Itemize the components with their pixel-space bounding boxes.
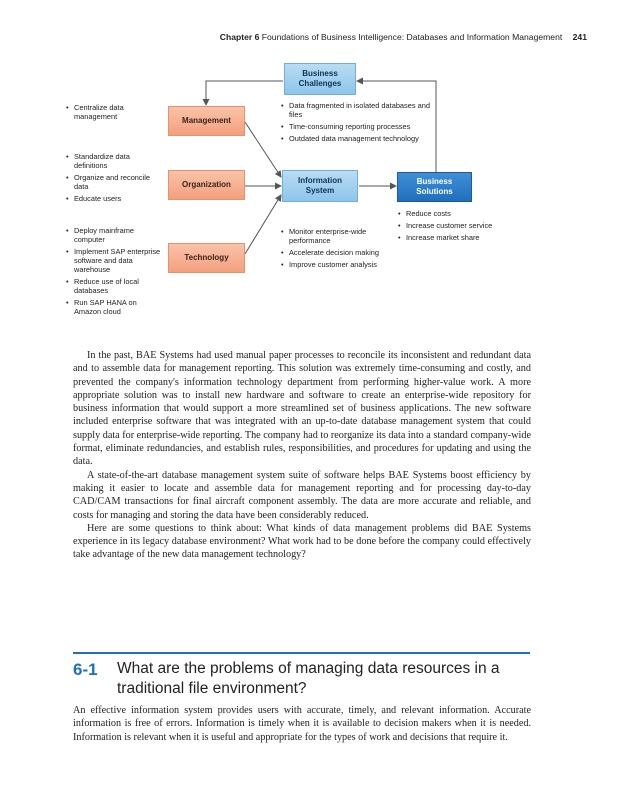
list-item: • Educate users xyxy=(66,194,161,203)
arrow-management-to-system xyxy=(245,122,281,177)
list-item: • Increase customer service xyxy=(398,221,498,230)
list-item: • Increase market share xyxy=(398,233,498,242)
organization-box: Organization xyxy=(168,170,245,200)
list-item: • Reduce costs xyxy=(398,209,498,218)
challenge-bullets xyxy=(281,101,431,146)
list-item: • Run SAP HANA on Amazon cloud xyxy=(66,298,161,316)
section-number: 6-1 xyxy=(73,660,98,679)
paragraph: A state-of-the-art database management system suite of software helps BAE Systems boost efficiency by making it easier to locate and assemble data for management reporting and for processing day-to-day CAD/CAM transactions for final aircraft component assembly. The data are more accurate and reliable, and costs for managing and storing the data have been considerably reduced. xyxy=(73,469,531,521)
list-item: • Centralize data management xyxy=(66,103,161,121)
list-item: • Reduce use of local databases xyxy=(66,277,161,295)
section-intro xyxy=(73,704,531,744)
section-title: What are the problems of managing data resources in a traditional file environment? xyxy=(117,660,500,697)
framework-diagram xyxy=(0,0,617,340)
paragraph: Here are some questions to think about: What kinds of data management problems did BAE Systems experience in its legacy database environment? What work had to be done before the company could effectively take advantage of the new data management technology? xyxy=(73,522,531,561)
management-box: Management xyxy=(168,106,245,136)
arrow-challenges-to-management xyxy=(206,81,283,105)
management-bullets xyxy=(66,103,161,124)
technology-box: Technology xyxy=(168,243,245,273)
list-item: • Implement SAP enterprise software and data warehouse xyxy=(66,247,161,274)
list-item: • Improve customer analysis xyxy=(281,260,391,269)
paragraph: In the past, BAE Systems had used manual paper processes to reconcile its inconsistent and redundant data and to assemble data for management reporting. This solution was extremely time-consuming and costly, and prevented the company's information technology department from performing higher-value work. A more appropriate solution was to install new hardware and software to create an enterprise-wide repository for business information that would support a more streamlined set of business applications. The new software included enterprise software that was integrated with an up-to-date database management system that could supply data for enterprise-wide reporting. The company had to reorganize its data into a standard company-wide format, eliminate redundancies, and establish rules, responsibilities, and procedures for updating and using the data. xyxy=(73,350,531,468)
solution-bullets xyxy=(398,209,498,245)
list-item: • Data fragmented in isolated databases and files xyxy=(281,101,431,119)
arrow-technology-to-system xyxy=(245,195,281,254)
list-item: • Standardize data definitions xyxy=(66,152,161,170)
list-item: • Deploy mainframe computer xyxy=(66,226,161,244)
paragraph: An effective information system provides users with accurate, timely, and relevant information. Accurate information is free of errors. Information is timely when it is available to decision makers when it is needed. Information is relevant when it is useful and appropriate for the types of work and decisions that require it. xyxy=(73,705,531,743)
list-item: • Accelerate decision making xyxy=(281,248,391,257)
list-item: • Monitor enterprise-wide performance xyxy=(281,227,391,245)
chapter-label: Chapter 6 xyxy=(219,32,260,42)
information-system-box: Information System xyxy=(282,170,358,202)
section-divider xyxy=(73,652,530,654)
business-solutions-box: Business Solutions xyxy=(397,172,472,202)
business-challenges-box: Business Challenges xyxy=(284,63,356,95)
page-number: 241 xyxy=(572,32,587,42)
list-item: • Outdated data management technology xyxy=(281,134,431,143)
list-item: • Organize and reconcile data xyxy=(66,173,161,191)
body-text xyxy=(73,349,531,562)
system-bullets xyxy=(281,227,391,272)
technology-bullets xyxy=(66,226,161,319)
list-item: • Time-consuming reporting processes xyxy=(281,122,431,131)
organization-bullets xyxy=(66,152,161,206)
chapter-title: Foundations of Business Intelligence: Databases and Information Management xyxy=(261,32,563,42)
